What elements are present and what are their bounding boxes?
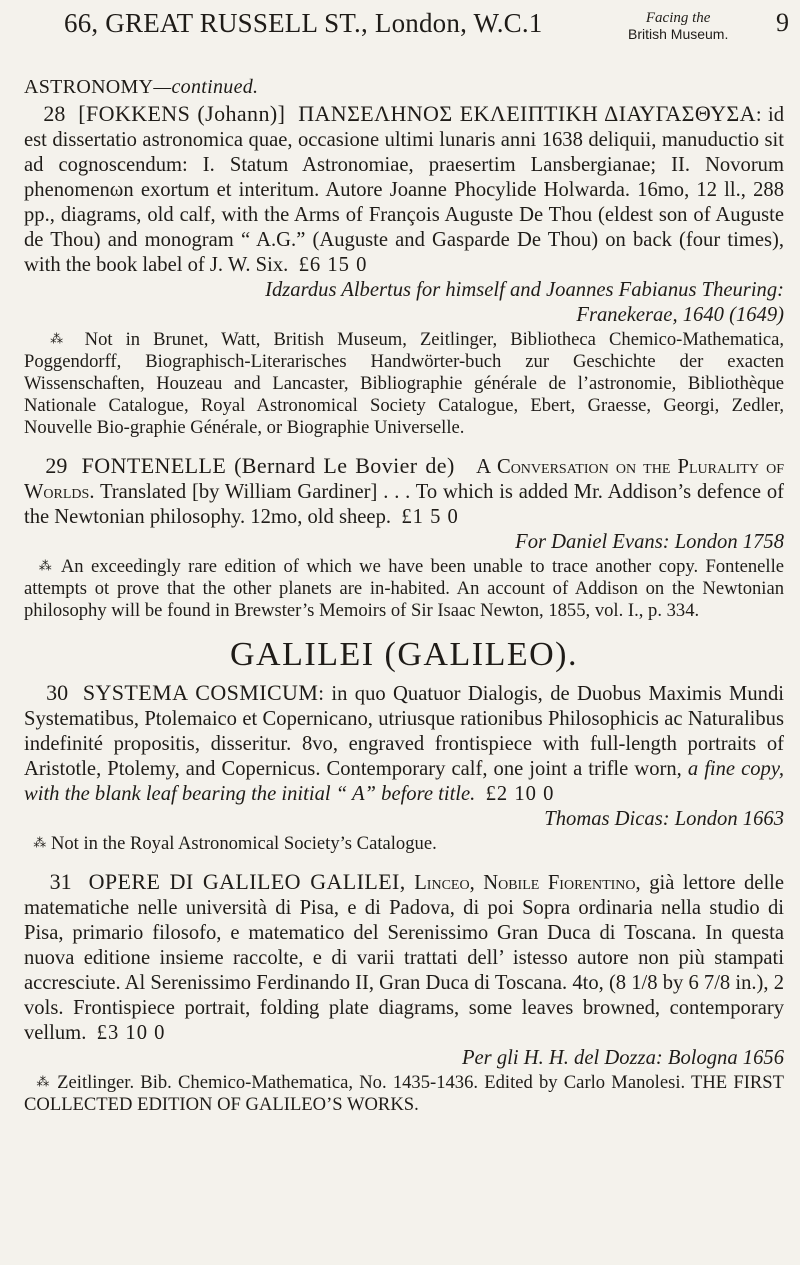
page-header (24, 8, 789, 54)
entry-note-text: Not in Brunet, Watt, British Museum, Zeitlinger, Bibliotheca Chemico-Mathematica, Poggendorff, Biographisch-Literarisches Handwörter-buch zur Geschichte der exacten Wissenschaften, Houzeau and Lancaster, Bibliographie générale de l’astronomie, Bibliothèque Nationale Catalogue, Royal Astronomical Society Catalogue, Ebert, Graesse, Georgi, Zedler, Nouvelle Bio-graphie Générale, or Biographie Universelle. (24, 329, 785, 438)
entry-note-text: Zeitlinger. Bib. Chemico-Mathematica, No. 1435-1436. Edited by Carlo Manolesi. THE FIRST COLLECTED EDITION OF GALILEO’S WORKS. (24, 1072, 784, 1115)
entry-imprint-text: For Daniel Evans: London 1758 (515, 531, 784, 553)
entry-text (24, 680, 784, 807)
entry-imprint (24, 807, 784, 832)
entry-text (24, 101, 784, 278)
entry-title: A Conversation on the Plurality of Worlds. (24, 456, 784, 503)
asterism-icon: ⁂ (50, 331, 72, 346)
entry-imprint-text: Thomas Dicas: London 1663 (544, 808, 784, 830)
catalogue-page (24, 8, 789, 1118)
entry-title: OPERE DI GALILEO GALILEI, (88, 869, 406, 894)
entry-description: : id est dissertatio astronomica quae, occasione ultimi lunaris anni 1638 deliquii, manuductio sit ad cognoscendum: I. Statum Astronomiae, praesertim Lansbergianae; II. Novorum phenomenωn exortum et interitum. Autore Joanne Phocylide Holwarda. 16mo, 12 ll., 288 pp., diagrams, old calf, with the Arms of François Auguste De Thou (eldest son of Auguste de Thou) and monogram “ A.G.” (Auguste and Gasparde De Thou) on back (four times), with the book label of J. W. Six. (24, 104, 785, 276)
asterism-icon: ⁂ (33, 835, 47, 850)
entry-note (24, 555, 784, 622)
entry-note (24, 1071, 784, 1116)
catalogue-entry (24, 680, 784, 855)
catalogue-entry (24, 453, 784, 622)
entry-imprint-text: Per gli H. H. del Dozza: Bologna 1656 (461, 1047, 784, 1069)
page-header-title: 66, GREAT RUSSELL ST., London, W.C.1 (64, 8, 543, 38)
entry-number: 31 (49, 869, 72, 894)
facing-note (628, 10, 728, 42)
entry-note-text: Not in the Royal Astronomical Society’s Catalogue. (50, 833, 437, 854)
entry-text (24, 453, 784, 530)
entry-description: Translated [by William Gardiner] . . . To which is added Mr. Addison’s defence of the Newtonian philosophy. 12mo, old sheep. (24, 481, 784, 528)
entry-imprint-printer: Idzardus Albertus for himself and Joannes Fabianus Theuring: (265, 279, 784, 301)
entry-number: 29 (45, 453, 68, 478)
entry-note (24, 832, 784, 855)
section-heading (24, 76, 784, 99)
page-number: 9 (776, 8, 789, 37)
entry-imprint-place (24, 303, 784, 328)
entry-price: £6 15 0 (298, 254, 368, 276)
facing-label: Facing the (645, 10, 711, 26)
entry-title: SYSTEMA COSMICUM (82, 680, 319, 705)
section-continued: —continued. (153, 76, 259, 98)
catalogue-entry (24, 101, 784, 439)
entry-note-text: An exceedingly rare edition of which we have been unable to trace another copy. Fontenelle attempts ot prove that the other planets are in-habited. An account of Addison on the Newtonian philosophy will be found in Brewster’s Memoirs of Sir Isaac Newton, 1855, vol. I., p. 334. (24, 556, 785, 621)
entry-author: [FOKKENS (Johann)] (78, 101, 286, 126)
entry-greek-title: ΠΑΝΣΕΛΗΝΟΣ ΕΚΛΕΙΠΤΙΚΗ ΔΙΑΥΓΑΣΘΥΣΑ (298, 101, 756, 126)
entry-author: FONTENELLE (Bernard Le Bovier de) (81, 453, 455, 478)
entry-number: 30 (46, 680, 69, 705)
asterism-icon: ⁂ (36, 1074, 51, 1089)
entry-description: : in quo Quatuor Dialogis, de Duobus Maximis Mundi Systematibus, Ptolemaico et Copernicano, utriusque rationibus Philosophicis ac Naturalibus indefinité propositis, disseritur. 8vo, engraved frontispiece with full-length portraits of Aristotle, Ptolemy, and Copernicus. Contemporary calf, one joint a trifle worn, (24, 683, 784, 780)
entry-condition: a fine copy, with the blank leaf bearing the initial “ A” before title. (24, 758, 784, 805)
entry-price: £2 10 0 (485, 783, 555, 805)
entry-description: già lettore delle matematiche nelle università di Pisa, e di Padova, di poi Sopra ordinaria nella studio di Pisa, primario filosofo, e matematico del Serenissimo Gran Duca di Toscana. In questa nuova editione insieme raccolte, e di varii trattati dell’ istesso autore non più stampati accresciute. Al Serenissimo Ferdinando II, Gran Duca di Toscana. 4to, (8 1/8 by 6 7/8 in.), 2 vols. Frontispiece portrait, folding plate diagrams, some leaves browned, contemporary vellum. (24, 872, 785, 1044)
entry-imprint-date: Franekerae, 1640 (1649) (576, 304, 784, 326)
author-heading: GALILEI (GALILEO). (230, 636, 578, 673)
section-name: ASTRONOMY (24, 76, 154, 98)
entry-number: 28 (43, 101, 66, 126)
entry-price: £3 10 0 (96, 1022, 166, 1044)
entry-subtitle: Linceo, Nobile Fiorentino, (414, 872, 641, 894)
asterism-icon: ⁂ (38, 558, 55, 573)
entry-text (24, 869, 784, 1046)
entry-price: £1 5 0 (401, 506, 459, 528)
entry-imprint (24, 1046, 784, 1071)
entry-note (24, 328, 784, 439)
entry-imprint (24, 530, 784, 555)
catalogue-entry (24, 869, 784, 1116)
entry-imprint (24, 278, 784, 303)
museum-label: British Museum. (628, 26, 729, 42)
